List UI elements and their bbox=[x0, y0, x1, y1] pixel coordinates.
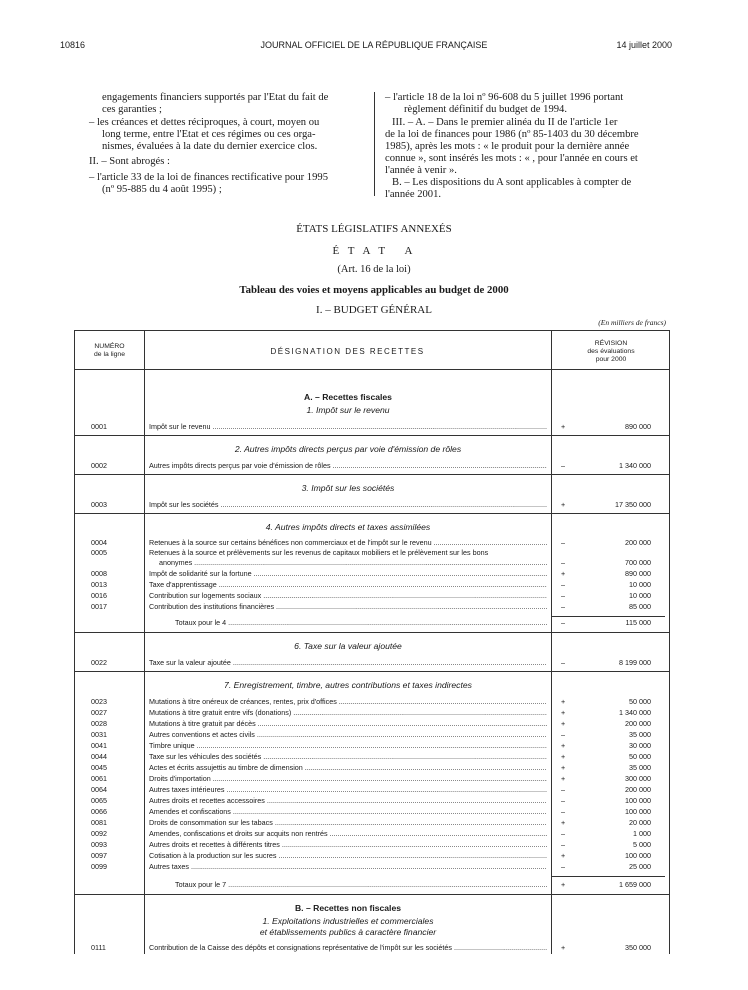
journal-title: JOURNAL OFFICIEL DE LA RÉPUBLIQUE FRANÇAISE bbox=[260, 40, 488, 50]
intro-text-line: connue », sont insérés les mots : « , pour l'année en cours et bbox=[385, 153, 638, 164]
section-title: A. – Recettes fiscales bbox=[304, 392, 392, 402]
table-row: 0016 Contribution sur logements sociaux ..... – 10 000 bbox=[75, 591, 671, 602]
intro-text-line: nismes, évaluées à la date du dernier exercice clos. bbox=[102, 141, 318, 152]
col-header-revision: RÉVISION des évaluations pour 2000 bbox=[587, 340, 635, 363]
subsection-title: 2. Autres impôts directs perçus par voie d'émission de rôles bbox=[234, 444, 462, 454]
col-header-designation: DÉSIGNATION DES RECETTES bbox=[270, 347, 425, 356]
subsection-title: 1. Impôt sur le revenu bbox=[306, 405, 390, 415]
etats-title: ÉTATS LÉGISLATIFS ANNEXÉS bbox=[296, 223, 452, 235]
table-row: 0111 Contribution de la Caisse des dépôts et consignations représentative de l'impôt sur les sociétés ..... + 350 000 bbox=[75, 943, 671, 954]
table-row: 0017 Contribution des institutions financières ..... – 85 000 bbox=[75, 602, 671, 613]
column-divider bbox=[374, 92, 375, 196]
total-row: Totaux pour le 4 ..... – 115 000 bbox=[75, 618, 671, 629]
section-title: B. – Recettes non fiscales bbox=[294, 903, 402, 913]
intro-text-line: (nº 95-885 du 4 août 1995) ; bbox=[102, 184, 222, 195]
table-row: 0081 Droits de consommation sur les tabacs ..... + 20 000 bbox=[75, 818, 671, 829]
intro-text-line: – les créances et dettes réciproques, à court, moyen ou bbox=[89, 117, 320, 128]
table-row: 0008 Impôt de solidarité sur la fortune ..... + 890 000 bbox=[75, 569, 671, 580]
intro-text-line: II. – Sont abrogés : bbox=[89, 156, 170, 167]
page-date: 14 juillet 2000 bbox=[616, 40, 672, 50]
intro-text-line: – l'article 18 de la loi nº 96-608 du 5 juillet 1996 portant bbox=[385, 92, 624, 103]
table-row: 0044 Taxe sur les véhicules des sociétés ..... + 50 000 bbox=[75, 752, 671, 763]
table-row: 0004 Retenues à la source sur certains bénéfices non commerciaux et de l'impôt sur le revenu ..... – 200 000 bbox=[75, 538, 671, 549]
intro-text-line: – l'article 33 de la loi de finances rectificative pour 1995 bbox=[89, 172, 328, 183]
table-row: 0001 Impôt sur le revenu ..... + 890 000 bbox=[75, 422, 671, 433]
table-row: 0002 Autres impôts directs perçus par voie d'émission de rôles ..... – 1 340 000 bbox=[75, 461, 671, 472]
subsection-title: et établissements publics à caractère financier bbox=[259, 927, 437, 937]
table-row: 0005 Retenues à la source et prélèvements sur les revenus de capitaux mobiliers et le prélèvement sur les bons anonymes ..... – 700 000 bbox=[75, 548, 671, 568]
intro-text-line: B. – Les dispositions du A sont applicables à compter de bbox=[392, 177, 632, 188]
table-row: 0003 Impôt sur les sociétés ..... + 17 350 000 bbox=[75, 500, 671, 511]
intro-text-line: engagements financiers supportés par l'Etat du fait de bbox=[102, 92, 329, 103]
subsection-title: 3. Impôt sur les sociétés bbox=[301, 483, 395, 493]
table-row: 0045 Actes et écrits assujettis au timbre de dimension ..... + 35 000 bbox=[75, 763, 671, 774]
budget-table bbox=[74, 330, 670, 954]
intro-text-line: long terme, entre l'Etat et ces régimes ou ces orga- bbox=[102, 129, 316, 140]
table-row: 0099 Autres taxes ..... – 25 000 bbox=[75, 862, 671, 873]
table-row: 0093 Autres droits et recettes à différents titres ..... – 5 000 bbox=[75, 840, 671, 851]
intro-text-line: règlement définitif du budget de 1994. bbox=[404, 104, 567, 115]
table-row: 0097 Cotisation à la production sur les sucres ..... + 100 000 bbox=[75, 851, 671, 862]
table-row: 0065 Autres droits et recettes accessoires ..... – 100 000 bbox=[75, 796, 671, 807]
table-row: 0023 Mutations à titre onéreux de créances, rentes, prix d'offices ..... + 50 000 bbox=[75, 697, 671, 708]
intro-text-line: l'année à venir ». bbox=[385, 165, 457, 176]
intro-text-line: 1985), après les mots : « le produit pour la dernière année bbox=[385, 141, 630, 152]
subsection-title: 6. Taxe sur la valeur ajoutée bbox=[294, 641, 402, 651]
table-row: 0066 Amendes et confiscations ..... – 100 000 bbox=[75, 807, 671, 818]
subsection-title: 4. Autres impôts directs et taxes assimilées bbox=[265, 522, 431, 532]
table-row: 0022 Taxe sur la valeur ajoutée ..... – 8 199 000 bbox=[75, 658, 671, 669]
table-row: 0061 Droits d'importation ..... + 300 000 bbox=[75, 774, 671, 785]
table-row: 0028 Mutations à titre gratuit par décès ..... + 200 000 bbox=[75, 719, 671, 730]
intro-text-line: de la loi de finances pour 1986 (nº 85-1403 du 30 décembre bbox=[385, 129, 639, 140]
page-number: 10816 bbox=[60, 40, 86, 50]
table-row: 0013 Taxe d'apprentissage ..... – 10 000 bbox=[75, 580, 671, 591]
total-row: Totaux pour le 7 ..... + 1 659 000 bbox=[75, 880, 671, 891]
table-row: 0031 Autres conventions et actes civils ..... – 35 000 bbox=[75, 730, 671, 741]
unit-note: (En milliers de francs) bbox=[598, 318, 666, 327]
budget-title: I. – BUDGET GÉNÉRAL bbox=[316, 304, 432, 316]
subsection-title: 1. Exploitations industrielles et commerciales bbox=[262, 916, 434, 926]
table-title: Tableau des voies et moyens applicables au budget de 2000 bbox=[239, 284, 509, 296]
etat-title: É T A T A bbox=[332, 245, 416, 257]
subsection-title: 7. Enregistrement, timbre, autres contributions et taxes indirectes bbox=[224, 680, 472, 690]
col-header-number: NUMÉRO de la ligne bbox=[94, 343, 125, 358]
table-row: 0092 Amendes, confiscations et droits sur acquits non rentrés ..... – 1 000 bbox=[75, 829, 671, 840]
intro-text-line: III. – A. – Dans le premier alinéa du II de l'article 1er bbox=[392, 117, 618, 128]
table-row: 0041 Timbre unique ..... + 30 000 bbox=[75, 741, 671, 752]
intro-text-line: ces garanties ; bbox=[102, 104, 163, 115]
intro-text-line: l'année 2001. bbox=[385, 189, 442, 200]
table-row: 0027 Mutations à titre gratuit entre vifs (donations) ..... + 1 340 000 bbox=[75, 708, 671, 719]
table-row: 0064 Autres taxes intérieures ..... – 200 000 bbox=[75, 785, 671, 796]
article-reference: (Art. 16 de la loi) bbox=[337, 264, 411, 275]
